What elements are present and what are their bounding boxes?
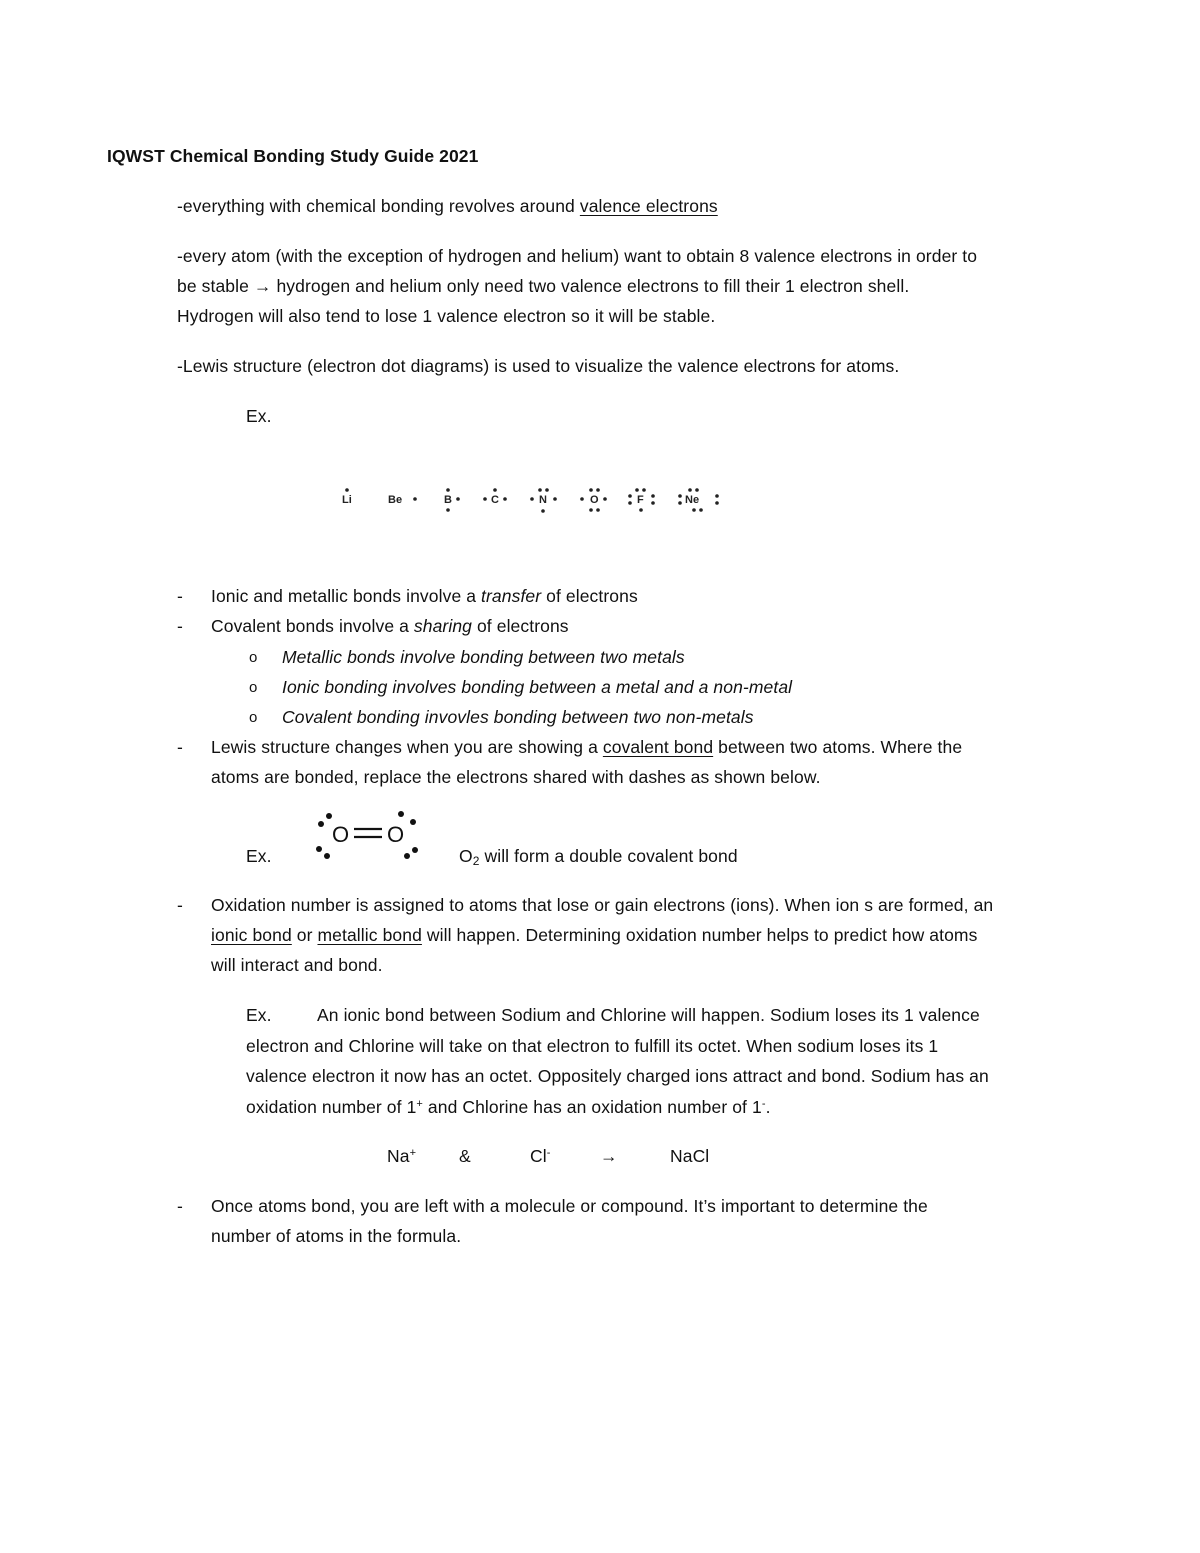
sub-bullet-marker: o [249, 649, 258, 666]
bullet-text: between two atoms. Where the [713, 737, 963, 757]
equation-ampersand: & [459, 1146, 471, 1166]
bullet-text: of electrons [472, 616, 569, 636]
na-symbol: Na [387, 1146, 410, 1166]
bullet-lewis-covalent-line-1 [211, 737, 962, 758]
lewis-dot-diagrams [330, 480, 730, 520]
lewis-o-symbol: O [590, 494, 599, 506]
sub-bullet-covalent: Covalent bonding invovles bonding between two non-metals [282, 707, 754, 727]
sub-bullet-marker: o [249, 679, 258, 696]
bullet-text: . [765, 1097, 771, 1117]
metallic-bond-term: metallic bond [317, 925, 422, 945]
intro-text: -everything with chemical bonding revolves around [177, 196, 580, 216]
intro-paragraph-1 [177, 196, 718, 217]
example-label-3: Ex. [246, 1005, 272, 1025]
intro-paragraph-2-line-3: Hydrogen will also tend to lose 1 valence electron so it will be stable. [177, 306, 716, 326]
equation-chloride-ion [530, 1146, 551, 1167]
intro-paragraph-3: -Lewis structure (electron dot diagrams) is used to visualize the valence electrons for atoms. [177, 356, 900, 376]
sub-bullet-metallic: Metallic bonds involve bonding between two metals [282, 647, 685, 667]
valence-electrons-term: valence electrons [579, 196, 718, 216]
intro-paragraph-2-line-1: -every atom (with the exception of hydrogen and helium) want to obtain 8 valence electrons in order to [177, 246, 978, 266]
na-charge: + [409, 1147, 417, 1159]
bullet-text: oxidation number of 1 [246, 1097, 417, 1117]
bullet-dash: - [177, 586, 183, 606]
bullet-text: of electrons [541, 586, 638, 606]
example-sodium-line-4 [246, 1097, 771, 1118]
bullet-formula-line-1: Once atoms bond, you are left with a molecule or compound. It’s important to determine the [211, 1196, 928, 1216]
bullet-lewis-covalent-line-2: atoms are bonded, replace the electrons shared with dashes as shown below. [211, 767, 821, 787]
bullet-text: or [291, 925, 318, 945]
bullet-dash: - [177, 895, 183, 915]
o2-caption-text: will form a double covalent bond [479, 846, 738, 866]
cl-symbol: Cl [530, 1146, 547, 1166]
bullet-oxidation-line-2 [211, 925, 977, 946]
cl-charge: - [546, 1147, 551, 1159]
bullet-covalent [211, 616, 569, 637]
bullet-dash: - [177, 737, 183, 757]
lewis-ne-symbol: Ne [685, 494, 700, 506]
lewis-li-symbol: Li [342, 494, 352, 506]
positive-charge: + [416, 1098, 423, 1110]
bullet-ionic-metallic [211, 586, 638, 607]
o2-lewis-structure [310, 808, 425, 866]
ionic-bond-term: ionic bond [211, 925, 292, 945]
bullet-text: Ionic and metallic bonds involve a [211, 586, 482, 606]
transfer-term: transfer [481, 586, 542, 606]
o2-right-atom: O [387, 822, 405, 847]
example-sodium-line-3: valence electron it now has an octet. Oppositely charged ions attract and bond. Sodium has an [246, 1066, 989, 1086]
bullet-formula-line-2: number of atoms in the formula. [211, 1226, 462, 1246]
bullet-dash: - [177, 1196, 183, 1216]
lewis-n-symbol: N [539, 494, 547, 506]
example-sodium-line-2: electron and Chlorine will take on that electron to fulfill its octet. When sodium loses its 1 [246, 1036, 939, 1056]
bullet-text: Lewis structure changes when you are showing a [211, 737, 603, 757]
bullet-oxidation-line-3: will interact and bond. [211, 955, 383, 975]
intro-paragraph-2-line-2: be stable → hydrogen and helium only need two valence electrons to fill their 1 electron shell. [177, 276, 910, 296]
example-label-1: Ex. [246, 406, 272, 426]
o2-caption [459, 846, 738, 867]
equation-product: NaCl [670, 1146, 710, 1166]
equation-sodium-ion [387, 1146, 416, 1167]
bullet-oxidation-line-1: Oxidation number is assigned to atoms that lose or gain electrons (ions). When ion s are formed, an [211, 895, 994, 915]
example-label-2: Ex. [246, 846, 272, 866]
example-sodium-line-1: An ionic bond between Sodium and Chlorine will happen. Sodium loses its 1 valence [317, 1005, 980, 1025]
lewis-b-symbol: B [444, 494, 452, 506]
o2-subscript: 2 [472, 854, 480, 868]
sub-bullet-ionic: Ionic bonding involves bonding between a metal and a non-metal [282, 677, 793, 697]
bullet-text: will happen. Determining oxidation number helps to predict how atoms [421, 925, 978, 945]
negative-charge: - [761, 1098, 766, 1110]
lewis-f-symbol: F [637, 494, 644, 506]
bullet-text: and Chlorine has an oxidation number of 1 [422, 1097, 762, 1117]
bullet-text: Covalent bonds involve a [211, 616, 414, 636]
lewis-be-symbol: Be [388, 494, 403, 506]
o2-formula: O [459, 846, 473, 866]
page-title: IQWST Chemical Bonding Study Guide 2021 [107, 146, 479, 166]
covalent-bond-term: covalent bond [602, 737, 714, 757]
o2-left-atom: O [332, 822, 350, 847]
sub-bullet-marker: o [249, 709, 258, 726]
sharing-term: sharing [413, 616, 473, 636]
equation-arrow-icon: → [600, 1146, 618, 1166]
bullet-dash: - [177, 616, 183, 636]
lewis-c-symbol: C [491, 494, 499, 506]
